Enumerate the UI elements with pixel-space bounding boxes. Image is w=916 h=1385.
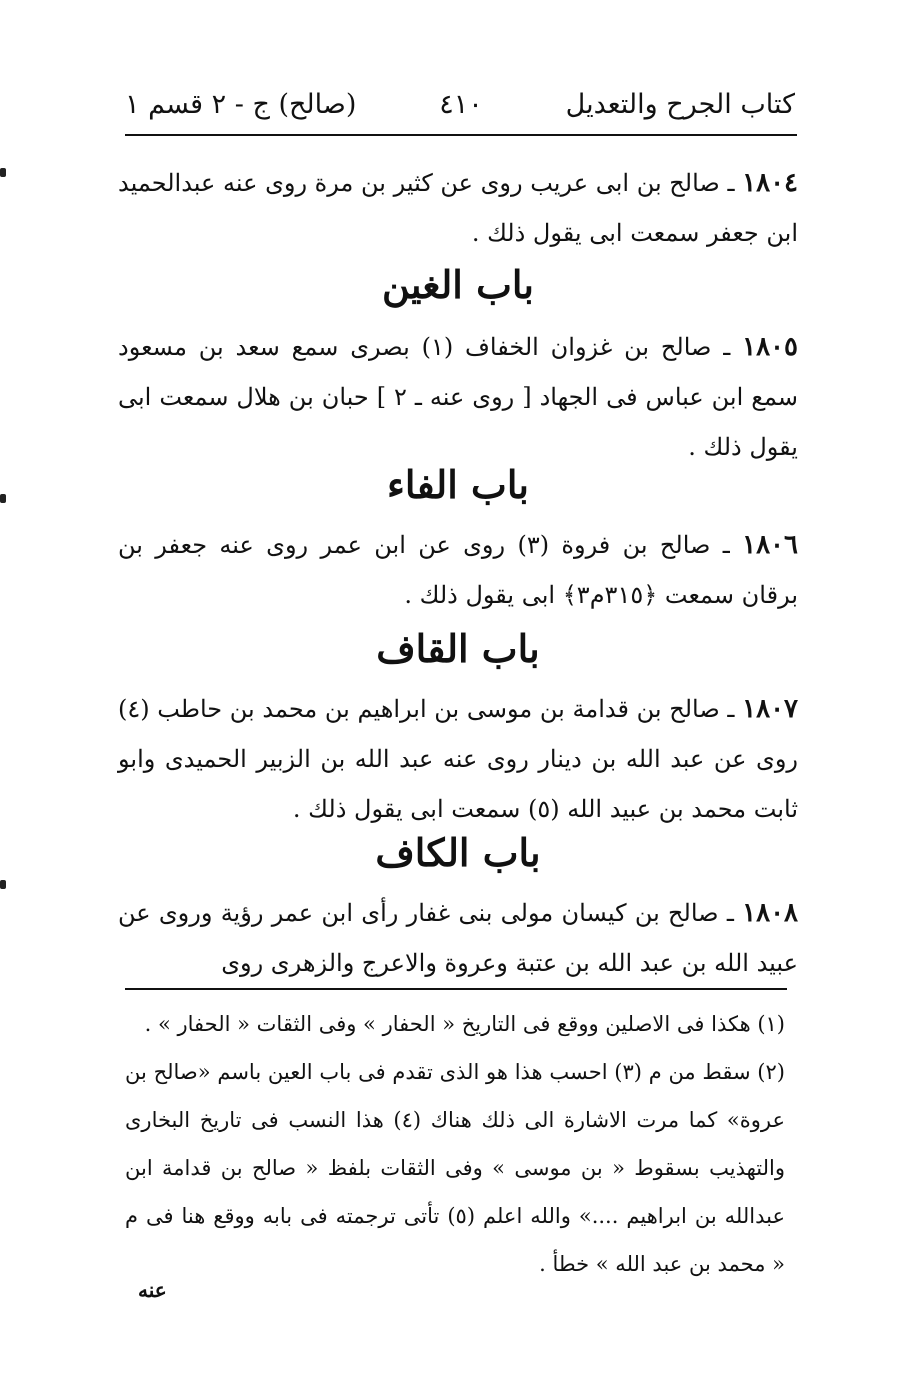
chapter-heading: باب الكاف [375, 830, 541, 875]
footnote-block: (٢) سقط من م (٣) احسب هذا هو الذى تقدم فى باب العين باسم «صالح بن عروة» كما مرت الاشارة الى ذلك هناك (٤) هذا النسب فى تاريخ البخارى والتهذيب بسقوط « بن موسى » وفى الثقات بلفظ « صالح بن قدامة ابن عبدالله بن ابراهيم ....» والله اعلم (٥) تأتى ترجمته فى بابه ووقع هنا فى م « محمد بن عبد الله » خطأ . [125, 1060, 786, 1276]
entry-text: صالح بن ابى عريب روى عن كثير بن مرة روى عنه عبدالحميد ابن جعفر سمعت ابى يقول ذلك . [118, 169, 798, 247]
entry-1808: ١٨٠٨ ـ صالح بن كيسان مولى بنى غفار رأى ابن عمر رؤية وروى عن عبيد الله بن عبد الله بن عتبة وعروة والاعرج والزهرى روى [118, 898, 798, 977]
chapter-heading: باب الغين [381, 262, 535, 307]
page-number: ٤١٠ [439, 88, 483, 120]
footnotes [125, 1000, 785, 1288]
entry-1806: ١٨٠٦ ـ صالح بن فروة (٣) روى عن ابن عمر روى عنه جعفر بن برقان سمعت ﴿٣١٥م٣﴾ ابى يقول ذلك . [118, 530, 798, 609]
book-title: كتاب الجرح والتعديل [565, 88, 795, 120]
entry-text: صالح بن كيسان مولى بنى غفار رأى ابن عمر رؤية وروى عن عبيد الله بن عبد الله بن عتبة وعروة والاعرج والزهرى روى [118, 899, 798, 977]
catchword: عنه [138, 1278, 167, 1302]
margin-mark [0, 494, 6, 503]
section-label: (صالح) ج - ٢ قسم ١ [125, 88, 357, 120]
footnote-line: (١) هكذا فى الاصلين ووقع فى التاريخ « الحفار » وفى الثقات « الحفار » . [144, 1012, 785, 1036]
entry-text: صالح بن فروة (٣) روى عن ابن عمر روى عنه جعفر بن برقان سمعت ﴿٣١٥م٣﴾ ابى يقول ذلك . [118, 531, 798, 609]
header-divider [125, 134, 797, 136]
entry-1805: ١٨٠٥ ـ صالح بن غزوان الخفاف (١) بصرى سمع سعد بن مسعود سمع ابن عباس فى الجهاد [ روى عنه ـ ٢ ] حبان بن هلال سمعت ابى يقول ذلك . [118, 332, 799, 461]
entry-number: ١٨٠٧ [742, 694, 798, 724]
entry-number: ١٨٠٤ [742, 168, 798, 198]
chapter-heading: باب الفاء [387, 462, 529, 507]
entry-number: ١٨٠٥ [742, 332, 798, 362]
entry-text: صالح بن غزوان الخفاف (١) بصرى سمع سعد بن مسعود سمع ابن عباس فى الجهاد [ روى عنه ـ ٢ ] حبان بن هلال سمعت ابى يقول ذلك . [118, 333, 799, 461]
margin-mark [0, 168, 6, 177]
entry-number: ١٨٠٦ [742, 530, 798, 560]
entry-text: صالح بن قدامة بن موسى بن ابراهيم بن محمد بن حاطب (٤) روى عن عبد الله بن دينار روى عنه عبد الله بن الزبير الحميدى وابو ثابت محمد بن عبيد الله (٥) سمعت ابى يقول ذلك . [118, 695, 798, 823]
entry-number: ١٨٠٨ [742, 898, 798, 928]
margin-mark [0, 880, 6, 889]
running-header [125, 82, 795, 126]
entry-1804: ١٨٠٤ ـ صالح بن ابى عريب روى عن كثير بن مرة روى عنه عبدالحميد ابن جعفر سمعت ابى يقول ذلك . [118, 168, 798, 247]
footnote-divider [125, 988, 787, 990]
entry-1807: ١٨٠٧ ـ صالح بن قدامة بن موسى بن ابراهيم بن محمد بن حاطب (٤) روى عن عبد الله بن دينار روى عنه عبد الله بن الزبير الحميدى وابو ثابت محمد بن عبيد الله (٥) سمعت ابى يقول ذلك . [118, 694, 798, 823]
chapter-heading: باب القاف [376, 626, 540, 671]
